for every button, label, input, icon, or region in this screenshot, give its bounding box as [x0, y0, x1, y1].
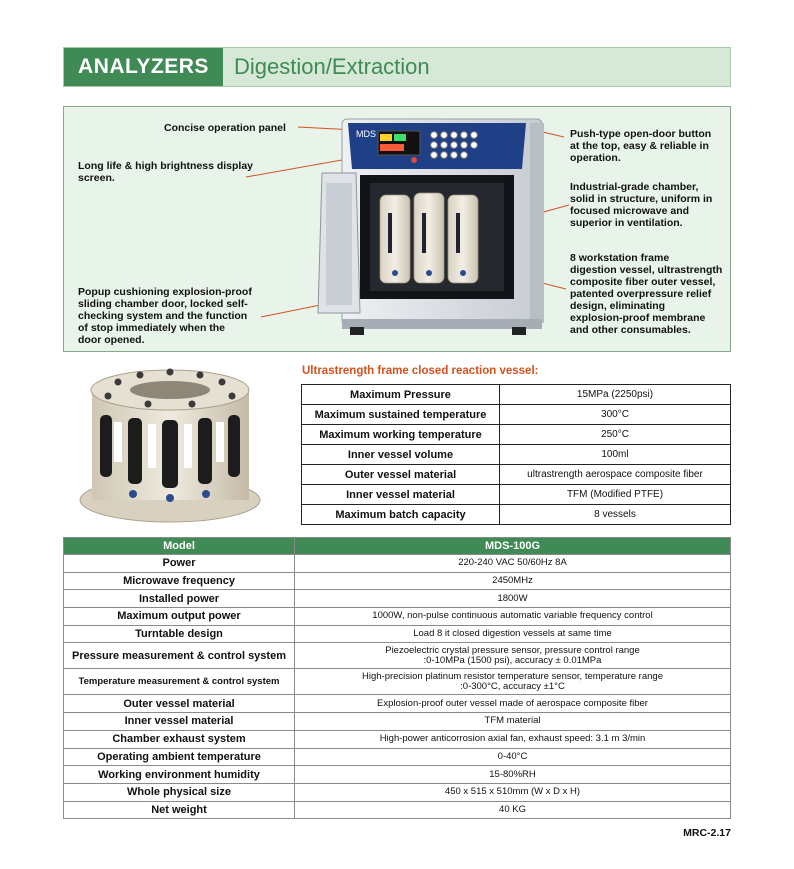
label-display-screen: Long life & high brightness display screen.: [78, 160, 254, 184]
spec-value: TFM material: [295, 713, 731, 731]
page-header: [63, 47, 731, 87]
machine-logo: MDS: [356, 129, 376, 139]
spec-value: 2450MHz: [295, 572, 731, 590]
spec-key: Outer vessel material: [64, 695, 295, 713]
table-row: [64, 713, 731, 731]
spec-value: Explosion-proof outer vessel made of aerospace composite fiber: [295, 695, 731, 713]
spec-value: Load 8 it closed digestion vessels at same time: [295, 625, 731, 643]
feature-panel: [63, 106, 731, 352]
table-row: [302, 425, 731, 445]
spec-value: 40 KG: [295, 801, 731, 819]
spec-value: 250°C: [500, 425, 731, 445]
table-row: [302, 405, 731, 425]
spec-key: Working environment humidity: [64, 766, 295, 784]
table-row: [64, 590, 731, 608]
category-label: ANALYZERS: [64, 48, 223, 86]
label-chamber: Industrial-grade chamber, solid in structure, uniform in focused microwave and superior in ventilation.: [570, 181, 713, 229]
table-row: [64, 669, 731, 695]
spec-key: Outer vessel material: [302, 465, 500, 485]
spec-value: 450 x 515 x 510mm (W x D x H): [295, 783, 731, 801]
spec-value: 8 vessels: [500, 505, 731, 525]
label-sliding-door: Popup cushioning explosion-proof sliding chamber door, locked self- checking system and the function of stop immediately when the door opened.: [78, 286, 252, 346]
label-operation-panel: Concise operation panel: [164, 122, 286, 134]
table-row: [64, 625, 731, 643]
table-row: [64, 783, 731, 801]
header-model-label: Model: [64, 538, 295, 555]
spec-key: Maximum output power: [64, 608, 295, 626]
label-door-button: Push-type open-door button at the top, easy & reliable in operation.: [570, 128, 712, 164]
spec-key: Maximum sustained temperature: [302, 405, 500, 425]
microwave-digestion-system-illustration: [316, 113, 556, 343]
spec-key: Inner vessel material: [302, 485, 500, 505]
table-row: [64, 643, 731, 669]
table-header-row: [64, 538, 731, 555]
spec-key: Whole physical size: [64, 783, 295, 801]
spec-value: 15MPa (2250psi): [500, 385, 731, 405]
spec-key: Pressure measurement & control system: [64, 643, 295, 669]
table-row: [64, 608, 731, 626]
spec-key: Turntable design: [64, 625, 295, 643]
spec-value: 15-80%RH: [295, 766, 731, 784]
spec-value: 220-240 VAC 50/60Hz 8A: [295, 555, 731, 573]
spec-value: 100ml: [500, 445, 731, 465]
table-row: [64, 695, 731, 713]
spec-key: Installed power: [64, 590, 295, 608]
page-title: Digestion/Extraction: [234, 54, 430, 79]
model-spec-table: [63, 537, 731, 819]
spec-value: ultrastrength aerospace composite fiber: [500, 465, 731, 485]
spec-value: 1800W: [295, 590, 731, 608]
spec-value: 0-40°C: [295, 748, 731, 766]
spec-key: Maximum working temperature: [302, 425, 500, 445]
table-row: [302, 445, 731, 465]
vessel-rotor-illustration: [78, 360, 263, 525]
spec-key: Maximum Pressure: [302, 385, 500, 405]
table-row: [64, 555, 731, 573]
table-row: [302, 505, 731, 525]
spec-key: Maximum batch capacity: [302, 505, 500, 525]
spec-value: TFM (Modified PTFE): [500, 485, 731, 505]
spec-key: Net weight: [64, 801, 295, 819]
spec-key: Chamber exhaust system: [64, 730, 295, 748]
table-row: [64, 572, 731, 590]
table-row: [302, 485, 731, 505]
page-code: MRC-2.17: [683, 827, 731, 839]
vessel-spec-table: [301, 384, 731, 525]
spec-value: Piezoelectric crystal pressure sensor, pressure control range :0-10MPa (1500 psi), accuracy ± 0.01MPa: [295, 643, 731, 669]
spec-value: 300°C: [500, 405, 731, 425]
spec-key: Inner vessel volume: [302, 445, 500, 465]
spec-value: High-power anticorrosion axial fan, exhaust speed: 3.1 m 3/min: [295, 730, 731, 748]
table-row: [64, 766, 731, 784]
spec-key: Inner vessel material: [64, 713, 295, 731]
vessel-table-title: Ultrastrength frame closed reaction vessel:: [302, 365, 539, 377]
table-row: [302, 385, 731, 405]
table-row: [64, 748, 731, 766]
spec-key: Power: [64, 555, 295, 573]
spec-key: Microwave frequency: [64, 572, 295, 590]
spec-key: Temperature measurement & control system: [64, 669, 295, 695]
spec-value: High-precision platinum resistor temperature sensor, temperature range :0-300°C, accuracy ±1°C: [295, 669, 731, 695]
table-row: [64, 801, 731, 819]
spec-value: 1000W, non-pulse continuous automatic variable frequency control: [295, 608, 731, 626]
label-workstation-vessel: 8 workstation frame digestion vessel, ultrastrength composite fiber outer vessel, patented overpressure relief design, eliminating explosion-proof membrane and other consumables.: [570, 252, 723, 336]
table-row: [64, 730, 731, 748]
spec-key: Operating ambient temperature: [64, 748, 295, 766]
table-row: [302, 465, 731, 485]
header-model-value: MDS-100G: [295, 538, 731, 555]
